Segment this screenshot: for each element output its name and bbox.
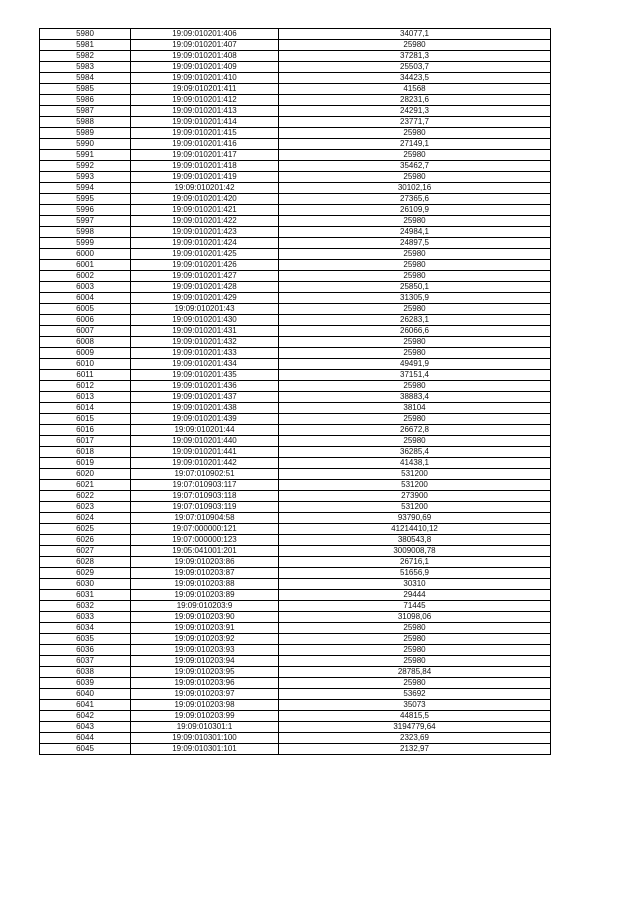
table-row (40, 183, 551, 194)
table-row (40, 293, 551, 304)
table-row (40, 51, 551, 62)
row-number-cell: 6010 (40, 359, 131, 370)
row-number-cell: 6009 (40, 348, 131, 359)
table-row (40, 568, 551, 579)
value-cell: 51656,9 (279, 568, 551, 579)
cadastral-number-cell: 19:09:010201:420 (131, 194, 279, 205)
value-cell: 25980 (279, 216, 551, 227)
row-number-cell: 6044 (40, 733, 131, 744)
value-cell: 25980 (279, 645, 551, 656)
value-cell: 25980 (279, 656, 551, 667)
cadastral-number-cell: 19:09:010201:427 (131, 271, 279, 282)
value-cell: 37281,3 (279, 51, 551, 62)
value-cell: 35073 (279, 700, 551, 711)
row-number-cell: 6015 (40, 414, 131, 425)
cadastral-number-cell: 19:09:010201:438 (131, 403, 279, 414)
table-row (40, 645, 551, 656)
table-row (40, 744, 551, 755)
row-number-cell: 6029 (40, 568, 131, 579)
table-row (40, 601, 551, 612)
value-cell: 27365,6 (279, 194, 551, 205)
cadastral-number-cell: 19:09:010201:408 (131, 51, 279, 62)
value-cell: 49491,9 (279, 359, 551, 370)
cadastral-number-cell: 19:09:010301:100 (131, 733, 279, 744)
cadastral-value-table (39, 28, 551, 755)
value-cell: 35462,7 (279, 161, 551, 172)
table-row (40, 150, 551, 161)
table-row (40, 205, 551, 216)
table-row (40, 700, 551, 711)
value-cell: 2132,97 (279, 744, 551, 755)
table-row (40, 326, 551, 337)
value-cell: 25980 (279, 260, 551, 271)
table-row (40, 502, 551, 513)
value-cell: 25980 (279, 271, 551, 282)
row-number-cell: 6025 (40, 524, 131, 535)
row-number-cell: 6035 (40, 634, 131, 645)
table-row (40, 733, 551, 744)
cadastral-number-cell: 19:09:010201:435 (131, 370, 279, 381)
table-row (40, 414, 551, 425)
value-cell: 531200 (279, 480, 551, 491)
row-number-cell: 6038 (40, 667, 131, 678)
cadastral-number-cell: 19:07:010903:117 (131, 480, 279, 491)
value-cell: 3009008,78 (279, 546, 551, 557)
table-row (40, 117, 551, 128)
cadastral-number-cell: 19:09:010203:87 (131, 568, 279, 579)
table-row (40, 84, 551, 95)
row-number-cell: 6027 (40, 546, 131, 557)
row-number-cell: 5984 (40, 73, 131, 84)
table-row (40, 359, 551, 370)
cadastral-number-cell: 19:07:010903:118 (131, 491, 279, 502)
value-cell: 273900 (279, 491, 551, 502)
cadastral-number-cell: 19:09:010203:9 (131, 601, 279, 612)
row-number-cell: 6007 (40, 326, 131, 337)
cadastral-number-cell: 19:09:010201:421 (131, 205, 279, 216)
cadastral-number-cell: 19:09:010201:428 (131, 282, 279, 293)
cadastral-number-cell: 19:09:010201:429 (131, 293, 279, 304)
cadastral-number-cell: 19:09:010201:442 (131, 458, 279, 469)
table-row (40, 491, 551, 502)
cadastral-number-cell: 19:09:010201:43 (131, 304, 279, 315)
row-number-cell: 6042 (40, 711, 131, 722)
value-cell: 25980 (279, 414, 551, 425)
cadastral-number-cell: 19:09:010201:436 (131, 381, 279, 392)
cadastral-number-cell: 19:07:010902:51 (131, 469, 279, 480)
row-number-cell: 6030 (40, 579, 131, 590)
value-cell: 24291,3 (279, 106, 551, 117)
row-number-cell: 6016 (40, 425, 131, 436)
row-number-cell: 6002 (40, 271, 131, 282)
table-row (40, 436, 551, 447)
table-row (40, 667, 551, 678)
value-cell: 28785,84 (279, 667, 551, 678)
row-number-cell: 5986 (40, 95, 131, 106)
table-row (40, 315, 551, 326)
cadastral-number-cell: 19:09:010201:425 (131, 249, 279, 260)
cadastral-number-cell: 19:09:010201:407 (131, 40, 279, 51)
cadastral-number-cell: 19:09:010201:432 (131, 337, 279, 348)
cadastral-number-cell: 19:09:010203:86 (131, 557, 279, 568)
value-cell: 24897,5 (279, 238, 551, 249)
row-number-cell: 6004 (40, 293, 131, 304)
cadastral-number-cell: 19:09:010203:91 (131, 623, 279, 634)
value-cell: 2323,69 (279, 733, 551, 744)
table-row (40, 194, 551, 205)
row-number-cell: 5991 (40, 150, 131, 161)
table-row (40, 260, 551, 271)
cadastral-number-cell: 19:09:010203:94 (131, 656, 279, 667)
table-row (40, 95, 551, 106)
cadastral-number-cell: 19:07:010904:58 (131, 513, 279, 524)
table-row (40, 62, 551, 73)
cadastral-number-cell: 19:09:010203:88 (131, 579, 279, 590)
table-body (40, 29, 551, 755)
cadastral-number-cell: 19:09:010201:406 (131, 29, 279, 40)
cadastral-number-cell: 19:09:010201:426 (131, 260, 279, 271)
table-row (40, 282, 551, 293)
table-row (40, 590, 551, 601)
table-row (40, 249, 551, 260)
value-cell: 25980 (279, 623, 551, 634)
table-row (40, 579, 551, 590)
row-number-cell: 6001 (40, 260, 131, 271)
row-number-cell: 5980 (40, 29, 131, 40)
value-cell: 53692 (279, 689, 551, 700)
cadastral-number-cell: 19:09:010201:418 (131, 161, 279, 172)
row-number-cell: 6017 (40, 436, 131, 447)
row-number-cell: 6013 (40, 392, 131, 403)
value-cell: 26109,9 (279, 205, 551, 216)
row-number-cell: 5992 (40, 161, 131, 172)
value-cell: 27149,1 (279, 139, 551, 150)
row-number-cell: 5981 (40, 40, 131, 51)
table-row (40, 73, 551, 84)
cadastral-number-cell: 19:09:010203:97 (131, 689, 279, 700)
cadastral-number-cell: 19:09:010201:433 (131, 348, 279, 359)
row-number-cell: 6028 (40, 557, 131, 568)
cadastral-number-cell: 19:09:010201:44 (131, 425, 279, 436)
cadastral-number-cell: 19:09:010301:1 (131, 722, 279, 733)
row-number-cell: 6008 (40, 337, 131, 348)
table-row (40, 337, 551, 348)
row-number-cell: 5983 (40, 62, 131, 73)
table-row (40, 227, 551, 238)
cadastral-number-cell: 19:09:010201:413 (131, 106, 279, 117)
cadastral-number-cell: 19:09:010201:440 (131, 436, 279, 447)
table-row (40, 634, 551, 645)
cadastral-number-cell: 19:09:010201:430 (131, 315, 279, 326)
cadastral-number-cell: 19:09:010201:410 (131, 73, 279, 84)
table-row (40, 689, 551, 700)
table-row (40, 656, 551, 667)
value-cell: 31305,9 (279, 293, 551, 304)
value-cell: 34423,5 (279, 73, 551, 84)
row-number-cell: 6037 (40, 656, 131, 667)
row-number-cell: 5988 (40, 117, 131, 128)
row-number-cell: 6022 (40, 491, 131, 502)
value-cell: 36285,4 (279, 447, 551, 458)
table-row (40, 678, 551, 689)
value-cell: 25980 (279, 249, 551, 260)
value-cell: 38104 (279, 403, 551, 414)
row-number-cell: 6006 (40, 315, 131, 326)
row-number-cell: 6003 (40, 282, 131, 293)
cadastral-number-cell: 19:09:010201:409 (131, 62, 279, 73)
value-cell: 29444 (279, 590, 551, 601)
table-row (40, 546, 551, 557)
value-cell: 25980 (279, 436, 551, 447)
cadastral-number-cell: 19:09:010203:89 (131, 590, 279, 601)
table-row (40, 722, 551, 733)
value-cell: 26672,8 (279, 425, 551, 436)
cadastral-number-cell: 19:09:010203:96 (131, 678, 279, 689)
value-cell: 30102,16 (279, 183, 551, 194)
value-cell: 26716,1 (279, 557, 551, 568)
table-row (40, 524, 551, 535)
value-cell: 37151,4 (279, 370, 551, 381)
cadastral-number-cell: 19:09:010201:419 (131, 172, 279, 183)
value-cell: 24984,1 (279, 227, 551, 238)
row-number-cell: 6005 (40, 304, 131, 315)
row-number-cell: 6034 (40, 623, 131, 634)
cadastral-number-cell: 19:09:010201:424 (131, 238, 279, 249)
row-number-cell: 6021 (40, 480, 131, 491)
table-row (40, 348, 551, 359)
row-number-cell: 6033 (40, 612, 131, 623)
table-row (40, 29, 551, 40)
table-row (40, 513, 551, 524)
value-cell: 41214410,12 (279, 524, 551, 535)
table-row (40, 557, 551, 568)
table-row (40, 128, 551, 139)
table-row (40, 172, 551, 183)
row-number-cell: 5990 (40, 139, 131, 150)
row-number-cell: 6020 (40, 469, 131, 480)
row-number-cell: 6012 (40, 381, 131, 392)
row-number-cell: 6024 (40, 513, 131, 524)
row-number-cell: 5987 (40, 106, 131, 117)
table-row (40, 447, 551, 458)
cadastral-number-cell: 19:09:010201:417 (131, 150, 279, 161)
cadastral-number-cell: 19:07:000000:121 (131, 524, 279, 535)
row-number-cell: 6014 (40, 403, 131, 414)
row-number-cell: 5989 (40, 128, 131, 139)
row-number-cell: 5985 (40, 84, 131, 95)
cadastral-number-cell: 19:09:010301:101 (131, 744, 279, 755)
row-number-cell: 5997 (40, 216, 131, 227)
value-cell: 25980 (279, 304, 551, 315)
table-row (40, 392, 551, 403)
value-cell: 25980 (279, 381, 551, 392)
table-row (40, 425, 551, 436)
value-cell: 531200 (279, 469, 551, 480)
table-row (40, 304, 551, 315)
row-number-cell: 6026 (40, 535, 131, 546)
table-row (40, 161, 551, 172)
row-number-cell: 6011 (40, 370, 131, 381)
row-number-cell: 6041 (40, 700, 131, 711)
cadastral-number-cell: 19:09:010203:90 (131, 612, 279, 623)
value-cell: 25980 (279, 40, 551, 51)
table-row (40, 381, 551, 392)
value-cell: 23771,7 (279, 117, 551, 128)
row-number-cell: 5995 (40, 194, 131, 205)
value-cell: 30310 (279, 579, 551, 590)
value-cell: 93790,69 (279, 513, 551, 524)
value-cell: 25980 (279, 678, 551, 689)
row-number-cell: 5996 (40, 205, 131, 216)
cadastral-number-cell: 19:09:010201:439 (131, 414, 279, 425)
cadastral-number-cell: 19:09:010201:423 (131, 227, 279, 238)
value-cell: 44815,5 (279, 711, 551, 722)
value-cell: 25980 (279, 172, 551, 183)
row-number-cell: 6032 (40, 601, 131, 612)
value-cell: 25980 (279, 337, 551, 348)
row-number-cell: 6018 (40, 447, 131, 458)
cadastral-number-cell: 19:09:010203:99 (131, 711, 279, 722)
row-number-cell: 5999 (40, 238, 131, 249)
value-cell: 38883,4 (279, 392, 551, 403)
table-row (40, 469, 551, 480)
row-number-cell: 6000 (40, 249, 131, 260)
table-row (40, 623, 551, 634)
row-number-cell: 5982 (40, 51, 131, 62)
table-row (40, 612, 551, 623)
cadastral-number-cell: 19:09:010201:441 (131, 447, 279, 458)
table-row (40, 480, 551, 491)
cadastral-number-cell: 19:07:010903:119 (131, 502, 279, 513)
table-row (40, 106, 551, 117)
value-cell: 25980 (279, 634, 551, 645)
value-cell: 25980 (279, 128, 551, 139)
cadastral-number-cell: 19:09:010201:416 (131, 139, 279, 150)
row-number-cell: 5993 (40, 172, 131, 183)
value-cell: 3194779,64 (279, 722, 551, 733)
cadastral-number-cell: 19:09:010201:437 (131, 392, 279, 403)
value-cell: 41568 (279, 84, 551, 95)
row-number-cell: 6023 (40, 502, 131, 513)
value-cell: 25980 (279, 150, 551, 161)
value-cell: 71445 (279, 601, 551, 612)
value-cell: 380543,8 (279, 535, 551, 546)
row-number-cell: 5998 (40, 227, 131, 238)
table-row (40, 238, 551, 249)
value-cell: 41438,1 (279, 458, 551, 469)
cadastral-number-cell: 19:09:010201:412 (131, 95, 279, 106)
cadastral-number-cell: 19:09:010203:93 (131, 645, 279, 656)
cadastral-number-cell: 19:07:000000:123 (131, 535, 279, 546)
cadastral-number-cell: 19:09:010201:411 (131, 84, 279, 95)
value-cell: 31098,06 (279, 612, 551, 623)
cadastral-number-cell: 19:09:010201:434 (131, 359, 279, 370)
cadastral-number-cell: 19:09:010201:415 (131, 128, 279, 139)
value-cell: 25850,1 (279, 282, 551, 293)
cadastral-number-cell: 19:05:041001:201 (131, 546, 279, 557)
value-cell: 531200 (279, 502, 551, 513)
table-row (40, 139, 551, 150)
row-number-cell: 6045 (40, 744, 131, 755)
table-row (40, 711, 551, 722)
row-number-cell: 6031 (40, 590, 131, 601)
value-cell: 34077,1 (279, 29, 551, 40)
value-cell: 25980 (279, 348, 551, 359)
table-row (40, 40, 551, 51)
table-row (40, 271, 551, 282)
row-number-cell: 6036 (40, 645, 131, 656)
value-cell: 28231,6 (279, 95, 551, 106)
row-number-cell: 6019 (40, 458, 131, 469)
value-cell: 26066,6 (279, 326, 551, 337)
cadastral-number-cell: 19:09:010201:414 (131, 117, 279, 128)
row-number-cell: 6043 (40, 722, 131, 733)
table-row (40, 370, 551, 381)
value-cell: 26283,1 (279, 315, 551, 326)
cadastral-number-cell: 19:09:010203:98 (131, 700, 279, 711)
row-number-cell: 6040 (40, 689, 131, 700)
cadastral-number-cell: 19:09:010201:42 (131, 183, 279, 194)
table-row (40, 403, 551, 414)
cadastral-number-cell: 19:09:010201:422 (131, 216, 279, 227)
value-cell: 25503,7 (279, 62, 551, 73)
row-number-cell: 6039 (40, 678, 131, 689)
table-row (40, 535, 551, 546)
cadastral-number-cell: 19:09:010201:431 (131, 326, 279, 337)
cadastral-number-cell: 19:09:010203:95 (131, 667, 279, 678)
cadastral-number-cell: 19:09:010203:92 (131, 634, 279, 645)
table-row (40, 458, 551, 469)
row-number-cell: 5994 (40, 183, 131, 194)
table-row (40, 216, 551, 227)
